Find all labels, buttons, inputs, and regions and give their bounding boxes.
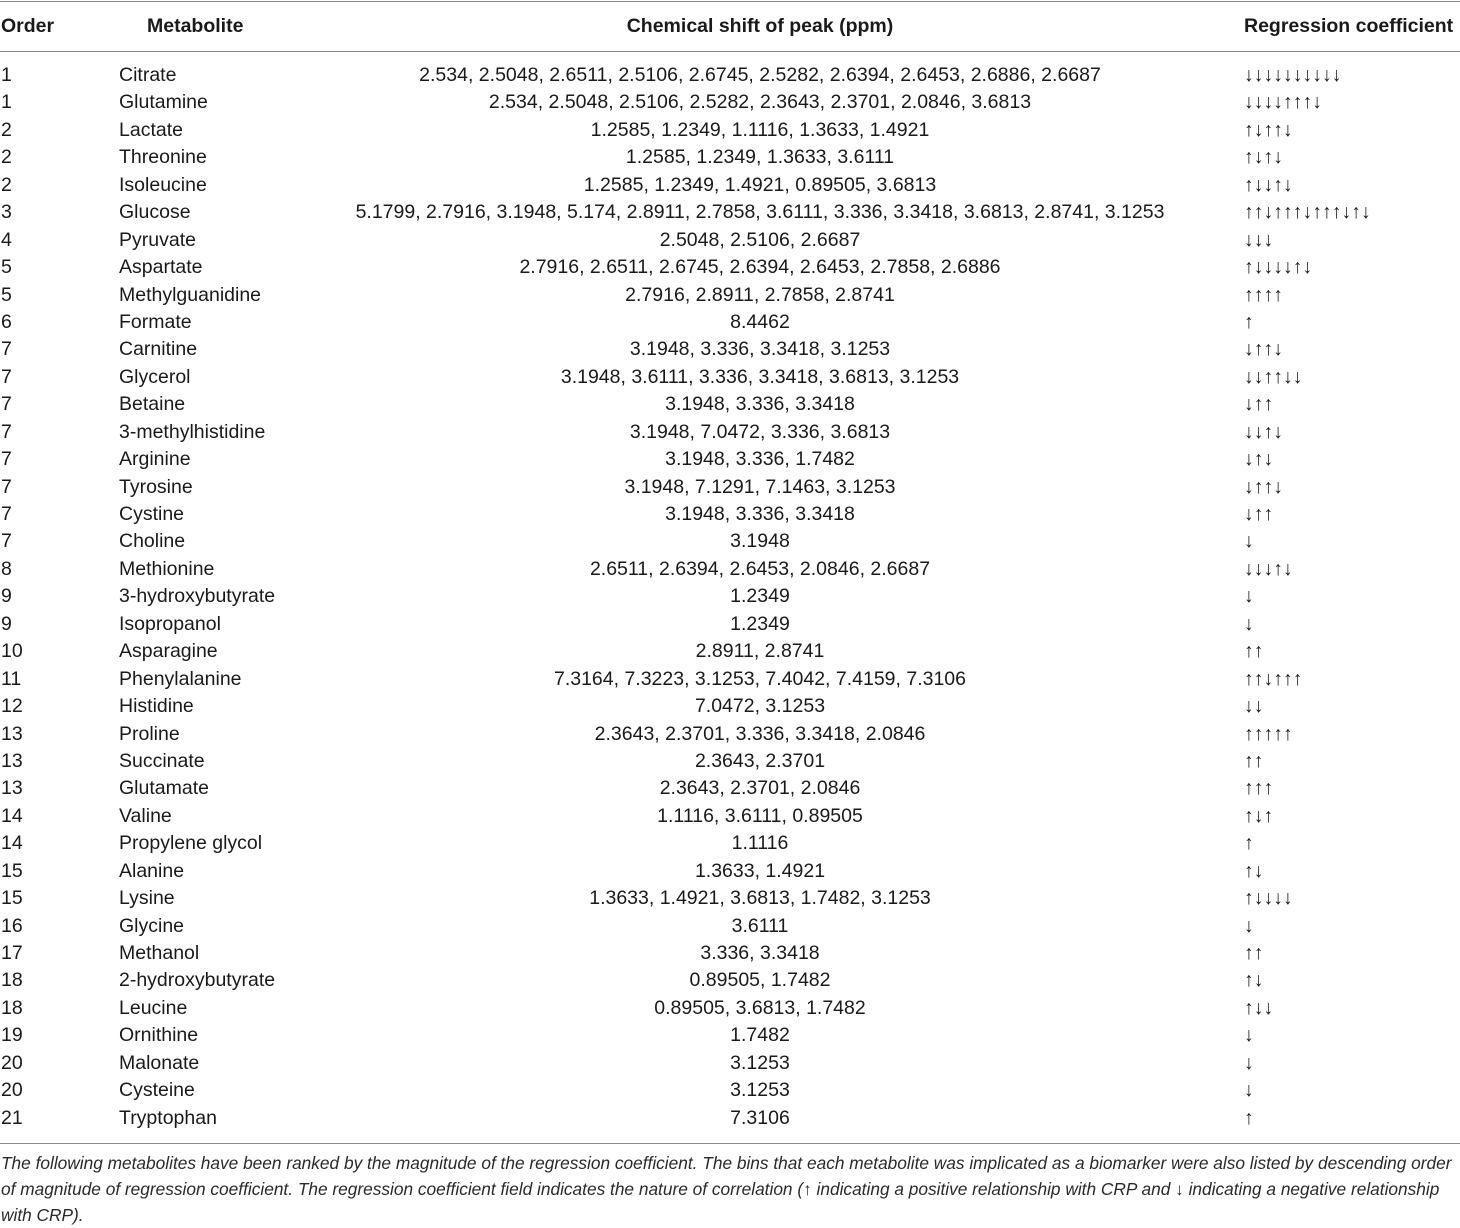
cell-chemical-shift: 1.3633, 1.4921 bbox=[694, 859, 826, 882]
cell-regression-coefficient: ↓ bbox=[1244, 612, 1254, 635]
cell-regression-coefficient: ↑ bbox=[1244, 832, 1254, 855]
cell-chemical-shift: 3.1253 bbox=[730, 1051, 790, 1074]
cell-metabolite: Arginine bbox=[119, 448, 191, 471]
cell-order: 5 bbox=[1, 256, 12, 279]
cell-chemical-shift: 3.336, 3.3418 bbox=[700, 942, 820, 964]
cell-regression-coefficient: ↓↑↑↓ bbox=[1244, 338, 1283, 361]
cell-chemical-shift: 1.2585, 1.2349, 1.4921, 0.89505, 3.6813 bbox=[583, 173, 937, 196]
cell-regression-coefficient: ↓↓↑↑↓↓ bbox=[1244, 365, 1303, 388]
cell-regression-coefficient: ↑↑↓↑↑↑↓↑↑↑↓↑↓ bbox=[1244, 201, 1371, 224]
cell-order: 10 bbox=[1, 640, 23, 663]
cell-metabolite: Betaine bbox=[119, 393, 186, 416]
cell-chemical-shift: 2.3643, 2.3701, 2.0846 bbox=[659, 777, 861, 800]
cell-order: 1 bbox=[1, 64, 12, 86]
cell-chemical-shift: 3.1948, 7.0472, 3.336, 3.6813 bbox=[629, 420, 891, 443]
cell-metabolite: Asparagine bbox=[119, 640, 218, 663]
cell-order: 15 bbox=[1, 859, 23, 882]
cell-order: 7 bbox=[1, 448, 12, 471]
cell-metabolite: Histidine bbox=[119, 695, 194, 718]
cell-regression-coefficient: ↓ bbox=[1244, 585, 1254, 608]
cell-order: 11 bbox=[1, 667, 22, 690]
cell-metabolite: Succinate bbox=[119, 749, 205, 772]
header-chemical-shift: Chemical shift of peak (ppm) bbox=[626, 15, 894, 37]
table-row bbox=[0, 364, 1460, 391]
table-row bbox=[0, 199, 1460, 226]
cell-order: 13 bbox=[1, 777, 23, 800]
cell-chemical-shift: 1.2349 bbox=[730, 585, 790, 608]
table-row bbox=[0, 1050, 1460, 1077]
cell-metabolite: Phenylalanine bbox=[119, 667, 242, 690]
cell-order: 20 bbox=[1, 1051, 23, 1074]
cell-chemical-shift: 3.1948, 3.336, 1.7482 bbox=[665, 448, 855, 471]
cell-order: 14 bbox=[1, 832, 23, 855]
table-row bbox=[0, 611, 1460, 638]
table-row bbox=[0, 1077, 1460, 1104]
cell-metabolite: Carnitine bbox=[119, 338, 198, 361]
cell-order: 1 bbox=[1, 91, 12, 114]
cell-regression-coefficient: ↓↓↓ bbox=[1244, 228, 1274, 251]
table-row bbox=[0, 117, 1460, 144]
table-row bbox=[0, 721, 1460, 748]
cell-chemical-shift: 3.1253 bbox=[730, 1079, 790, 1102]
table-row bbox=[0, 583, 1460, 610]
cell-metabolite: Proline bbox=[119, 722, 180, 745]
cell-metabolite: Ornithine bbox=[119, 1024, 199, 1047]
table-header-rule bbox=[0, 51, 1460, 52]
cell-metabolite: Methylguanidine bbox=[119, 283, 262, 306]
table-row bbox=[0, 501, 1460, 528]
cell-regression-coefficient: ↑↓↓↓↓ bbox=[1244, 887, 1293, 910]
cell-order: 7 bbox=[1, 475, 12, 498]
cell-regression-coefficient: ↓↓ bbox=[1244, 695, 1264, 718]
cell-chemical-shift: 3.6111 bbox=[731, 914, 789, 937]
cell-order: 16 bbox=[1, 914, 23, 937]
table-row bbox=[0, 638, 1460, 665]
cell-metabolite: Cystine bbox=[119, 503, 185, 525]
cell-regression-coefficient: ↑↓ bbox=[1244, 969, 1264, 992]
cell-metabolite: Choline bbox=[119, 530, 186, 553]
cell-order: 7 bbox=[1, 530, 12, 553]
cell-regression-coefficient: ↑↓↓ bbox=[1244, 996, 1274, 1019]
cell-chemical-shift: 1.1116, 3.6111, 0.89505 bbox=[657, 804, 863, 827]
table-row bbox=[0, 62, 1460, 89]
cell-regression-coefficient: ↓ bbox=[1244, 914, 1254, 937]
cell-order: 5 bbox=[1, 283, 12, 306]
cell-metabolite: Propylene glycol bbox=[119, 832, 263, 855]
cell-order: 19 bbox=[1, 1024, 23, 1047]
cell-order: 2 bbox=[1, 173, 12, 196]
cell-chemical-shift: 3.1948, 7.1291, 7.1463, 3.1253 bbox=[624, 475, 896, 498]
table-row bbox=[0, 803, 1460, 830]
cell-regression-coefficient: ↓ bbox=[1244, 530, 1254, 553]
cell-regression-coefficient: ↓ bbox=[1244, 1024, 1254, 1047]
cell-chemical-shift: 0.89505, 1.7482 bbox=[689, 969, 831, 992]
table-row bbox=[0, 391, 1460, 418]
table-row bbox=[0, 693, 1460, 720]
cell-regression-coefficient: ↑↓↓↑↓ bbox=[1244, 173, 1293, 196]
cell-regression-coefficient: ↑↑ bbox=[1244, 942, 1264, 964]
header-regression-coefficient: Regression coefficient bbox=[1244, 15, 1454, 37]
cell-metabolite: Formate bbox=[119, 310, 192, 333]
cell-regression-coefficient: ↑↑↑↑ bbox=[1244, 283, 1283, 306]
cell-chemical-shift: 1.7482 bbox=[730, 1024, 790, 1047]
cell-order: 12 bbox=[1, 695, 23, 718]
cell-metabolite: 3-hydroxybutyrate bbox=[119, 585, 276, 608]
cell-metabolite: Citrate bbox=[119, 64, 177, 86]
cell-order: 7 bbox=[1, 338, 12, 361]
cell-order: 18 bbox=[1, 996, 23, 1019]
cell-metabolite: 3-methylhistidine bbox=[119, 420, 266, 443]
cell-regression-coefficient: ↑↓↓↓↓↑↓ bbox=[1244, 256, 1313, 279]
cell-regression-coefficient: ↓↓↓↓↓↓↓↓↓↓ bbox=[1244, 64, 1342, 86]
cell-chemical-shift: 1.3633, 1.4921, 3.6813, 1.7482, 3.1253 bbox=[589, 887, 931, 910]
cell-regression-coefficient: ↑↑↑ bbox=[1244, 777, 1274, 800]
cell-metabolite: Glutamate bbox=[119, 777, 209, 800]
table-header-row bbox=[0, 2, 1460, 51]
cell-metabolite: Lysine bbox=[119, 887, 175, 910]
table-row bbox=[0, 254, 1460, 281]
cell-chemical-shift: 2.3643, 2.3701 bbox=[694, 749, 826, 772]
cell-metabolite: Pyruvate bbox=[119, 228, 196, 251]
cell-order: 3 bbox=[1, 201, 12, 224]
cell-order: 4 bbox=[1, 228, 12, 251]
table-row bbox=[0, 528, 1460, 555]
cell-regression-coefficient: ↓↓↓↑↓ bbox=[1244, 557, 1293, 580]
cell-regression-coefficient: ↑↑ bbox=[1244, 640, 1264, 663]
cell-chemical-shift: 8.4462 bbox=[730, 310, 790, 333]
table-row bbox=[0, 748, 1460, 775]
cell-order: 13 bbox=[1, 749, 23, 772]
cell-order: 20 bbox=[1, 1079, 23, 1102]
cell-regression-coefficient: ↑↑↓↑↑↑ bbox=[1244, 667, 1303, 690]
cell-metabolite: Lactate bbox=[119, 118, 183, 141]
cell-metabolite: Tryptophan bbox=[119, 1106, 217, 1129]
cell-order: 8 bbox=[1, 557, 12, 580]
cell-metabolite: Aspartate bbox=[119, 256, 203, 279]
cell-metabolite: Glutamine bbox=[119, 91, 208, 114]
table-row bbox=[0, 89, 1460, 116]
cell-chemical-shift: 1.2585, 1.2349, 1.1116, 1.3633, 1.4921 bbox=[590, 118, 930, 141]
cell-chemical-shift: 7.3164, 7.3223, 3.1253, 7.4042, 7.4159, 7.3106 bbox=[553, 667, 967, 690]
cell-regression-coefficient: ↓ bbox=[1244, 1051, 1254, 1074]
cell-chemical-shift: 3.1948, 3.336, 3.3418 bbox=[665, 503, 855, 525]
cell-metabolite: Leucine bbox=[119, 996, 188, 1019]
cell-regression-coefficient: ↑↓↑↑↓ bbox=[1244, 118, 1293, 141]
table-row bbox=[0, 830, 1460, 857]
cell-metabolite: Threonine bbox=[119, 146, 207, 169]
table-row bbox=[0, 227, 1460, 254]
cell-chemical-shift: 3.1948, 3.6111, 3.336, 3.3418, 3.6813, 3.1253 bbox=[560, 365, 960, 388]
table-row bbox=[0, 309, 1460, 336]
table-row bbox=[0, 282, 1460, 309]
cell-regression-coefficient: ↑ bbox=[1244, 1106, 1254, 1129]
cell-regression-coefficient: ↑ bbox=[1244, 310, 1254, 333]
cell-regression-coefficient: ↓↓↓↓↑↑↑↓ bbox=[1244, 91, 1322, 114]
cell-order: 17 bbox=[1, 942, 23, 964]
cell-order: 6 bbox=[1, 310, 12, 333]
table-row bbox=[0, 172, 1460, 199]
cell-metabolite: Isoleucine bbox=[119, 173, 207, 196]
table-row bbox=[0, 556, 1460, 583]
table-row bbox=[0, 419, 1460, 446]
table-row bbox=[0, 940, 1460, 967]
cell-chemical-shift: 2.7916, 2.6511, 2.6745, 2.6394, 2.6453, 2.7858, 2.6886 bbox=[519, 256, 1001, 279]
table-body bbox=[0, 62, 1460, 1132]
cell-chemical-shift: 3.1948, 3.336, 3.3418 bbox=[665, 393, 855, 416]
cell-metabolite: Alanine bbox=[119, 859, 185, 882]
cell-chemical-shift: 2.6511, 2.6394, 2.6453, 2.0846, 2.6687 bbox=[589, 557, 931, 580]
cell-regression-coefficient: ↑↓ bbox=[1244, 859, 1264, 882]
cell-regression-coefficient: ↓↑↑ bbox=[1244, 393, 1274, 416]
cell-order: 2 bbox=[1, 118, 12, 141]
table-row bbox=[0, 1105, 1460, 1132]
cell-order: 14 bbox=[1, 804, 23, 827]
cell-order: 7 bbox=[1, 503, 12, 525]
cell-regression-coefficient: ↑↑↑↑↑ bbox=[1244, 722, 1293, 745]
cell-regression-coefficient: ↑↑ bbox=[1244, 749, 1264, 772]
cell-metabolite: Glycine bbox=[119, 914, 185, 937]
table-bottom-rule bbox=[0, 1143, 1460, 1144]
cell-metabolite: Valine bbox=[119, 804, 172, 827]
cell-chemical-shift: 2.5048, 2.5106, 2.6687 bbox=[659, 228, 861, 251]
cell-order: 18 bbox=[1, 969, 23, 992]
table-row bbox=[0, 885, 1460, 912]
cell-metabolite: Malonate bbox=[119, 1051, 200, 1074]
cell-metabolite: Isopropanol bbox=[119, 612, 221, 635]
table-row bbox=[0, 775, 1460, 802]
cell-metabolite: Methanol bbox=[119, 942, 200, 964]
cell-order: 9 bbox=[1, 612, 12, 635]
cell-order: 7 bbox=[1, 393, 12, 416]
cell-order: 7 bbox=[1, 365, 12, 388]
cell-order: 15 bbox=[1, 887, 23, 910]
cell-regression-coefficient: ↑↓↑↓ bbox=[1244, 146, 1283, 169]
table-row bbox=[0, 666, 1460, 693]
cell-metabolite: 2-hydroxybutyrate bbox=[119, 969, 276, 992]
cell-metabolite: Methionine bbox=[119, 557, 215, 580]
header-order: Order bbox=[1, 15, 55, 37]
cell-order: 9 bbox=[1, 585, 12, 608]
table-footnote: The following metabolites have been ranked by the magnitude of the regression coefficient. The bins that each metabolite was implicated as a biomarker were also listed by descending order of magnitude of regression coefficient. The regression coefficient field indicates the nature of correlation (↑ indicating a positive relationship with CRP and ↓ indicating a negative relationship with CRP). bbox=[1, 1153, 1452, 1225]
cell-chemical-shift: 1.2349 bbox=[730, 612, 790, 635]
cell-order: 2 bbox=[1, 146, 12, 169]
table-row bbox=[0, 913, 1460, 940]
cell-order: 7 bbox=[1, 420, 12, 443]
cell-chemical-shift: 7.3106 bbox=[730, 1106, 790, 1129]
header-metabolite: Metabolite bbox=[147, 15, 244, 37]
cell-chemical-shift: 2.3643, 2.3701, 3.336, 3.3418, 2.0846 bbox=[594, 722, 926, 745]
cell-metabolite: Tyrosine bbox=[119, 475, 193, 498]
cell-metabolite: Glucose bbox=[119, 201, 191, 224]
table-row bbox=[0, 995, 1460, 1022]
cell-chemical-shift: 0.89505, 3.6813, 1.7482 bbox=[654, 996, 866, 1019]
cell-regression-coefficient: ↓↑↑ bbox=[1244, 503, 1274, 525]
cell-chemical-shift: 3.1948, 3.336, 3.3418, 3.1253 bbox=[629, 338, 891, 361]
cell-order: 21 bbox=[1, 1106, 23, 1129]
cell-chemical-shift: 5.1799, 2.7916, 3.1948, 5.174, 2.8911, 2.7858, 3.6111, 3.336, 3.3418, 3.6813, 2.8741, 3.1253 bbox=[355, 201, 1165, 224]
cell-regression-coefficient: ↓ bbox=[1244, 1079, 1254, 1102]
table-row bbox=[0, 858, 1460, 885]
cell-chemical-shift: 2.534, 2.5048, 2.5106, 2.5282, 2.3643, 2.3701, 2.0846, 3.6813 bbox=[488, 91, 1032, 114]
table-row bbox=[0, 446, 1460, 473]
cell-chemical-shift: 1.1116 bbox=[731, 832, 789, 855]
cell-chemical-shift: 7.0472, 3.1253 bbox=[694, 695, 826, 718]
table-row bbox=[0, 474, 1460, 501]
table-row bbox=[0, 336, 1460, 363]
cell-chemical-shift: 1.2585, 1.2349, 1.3633, 3.6111 bbox=[625, 146, 895, 169]
cell-order: 13 bbox=[1, 722, 23, 745]
cell-chemical-shift: 2.8911, 2.8741 bbox=[695, 640, 825, 663]
cell-regression-coefficient: ↓↓↑↓ bbox=[1244, 420, 1283, 443]
cell-chemical-shift: 3.1948 bbox=[730, 530, 790, 553]
cell-regression-coefficient: ↑↓↑ bbox=[1244, 804, 1274, 827]
cell-chemical-shift: 2.534, 2.5048, 2.6511, 2.5106, 2.6745, 2.5282, 2.6394, 2.6453, 2.6886, 2.6687 bbox=[419, 64, 1101, 86]
table-row bbox=[0, 144, 1460, 171]
cell-regression-coefficient: ↓↑↓ bbox=[1244, 448, 1274, 471]
cell-metabolite: Glycerol bbox=[119, 365, 191, 388]
table-row bbox=[0, 967, 1460, 994]
cell-metabolite: Cysteine bbox=[119, 1079, 195, 1102]
cell-regression-coefficient: ↓↑↑↓ bbox=[1244, 475, 1283, 498]
cell-chemical-shift: 2.7916, 2.8911, 2.7858, 2.8741 bbox=[625, 283, 895, 306]
table-row bbox=[0, 1022, 1460, 1049]
